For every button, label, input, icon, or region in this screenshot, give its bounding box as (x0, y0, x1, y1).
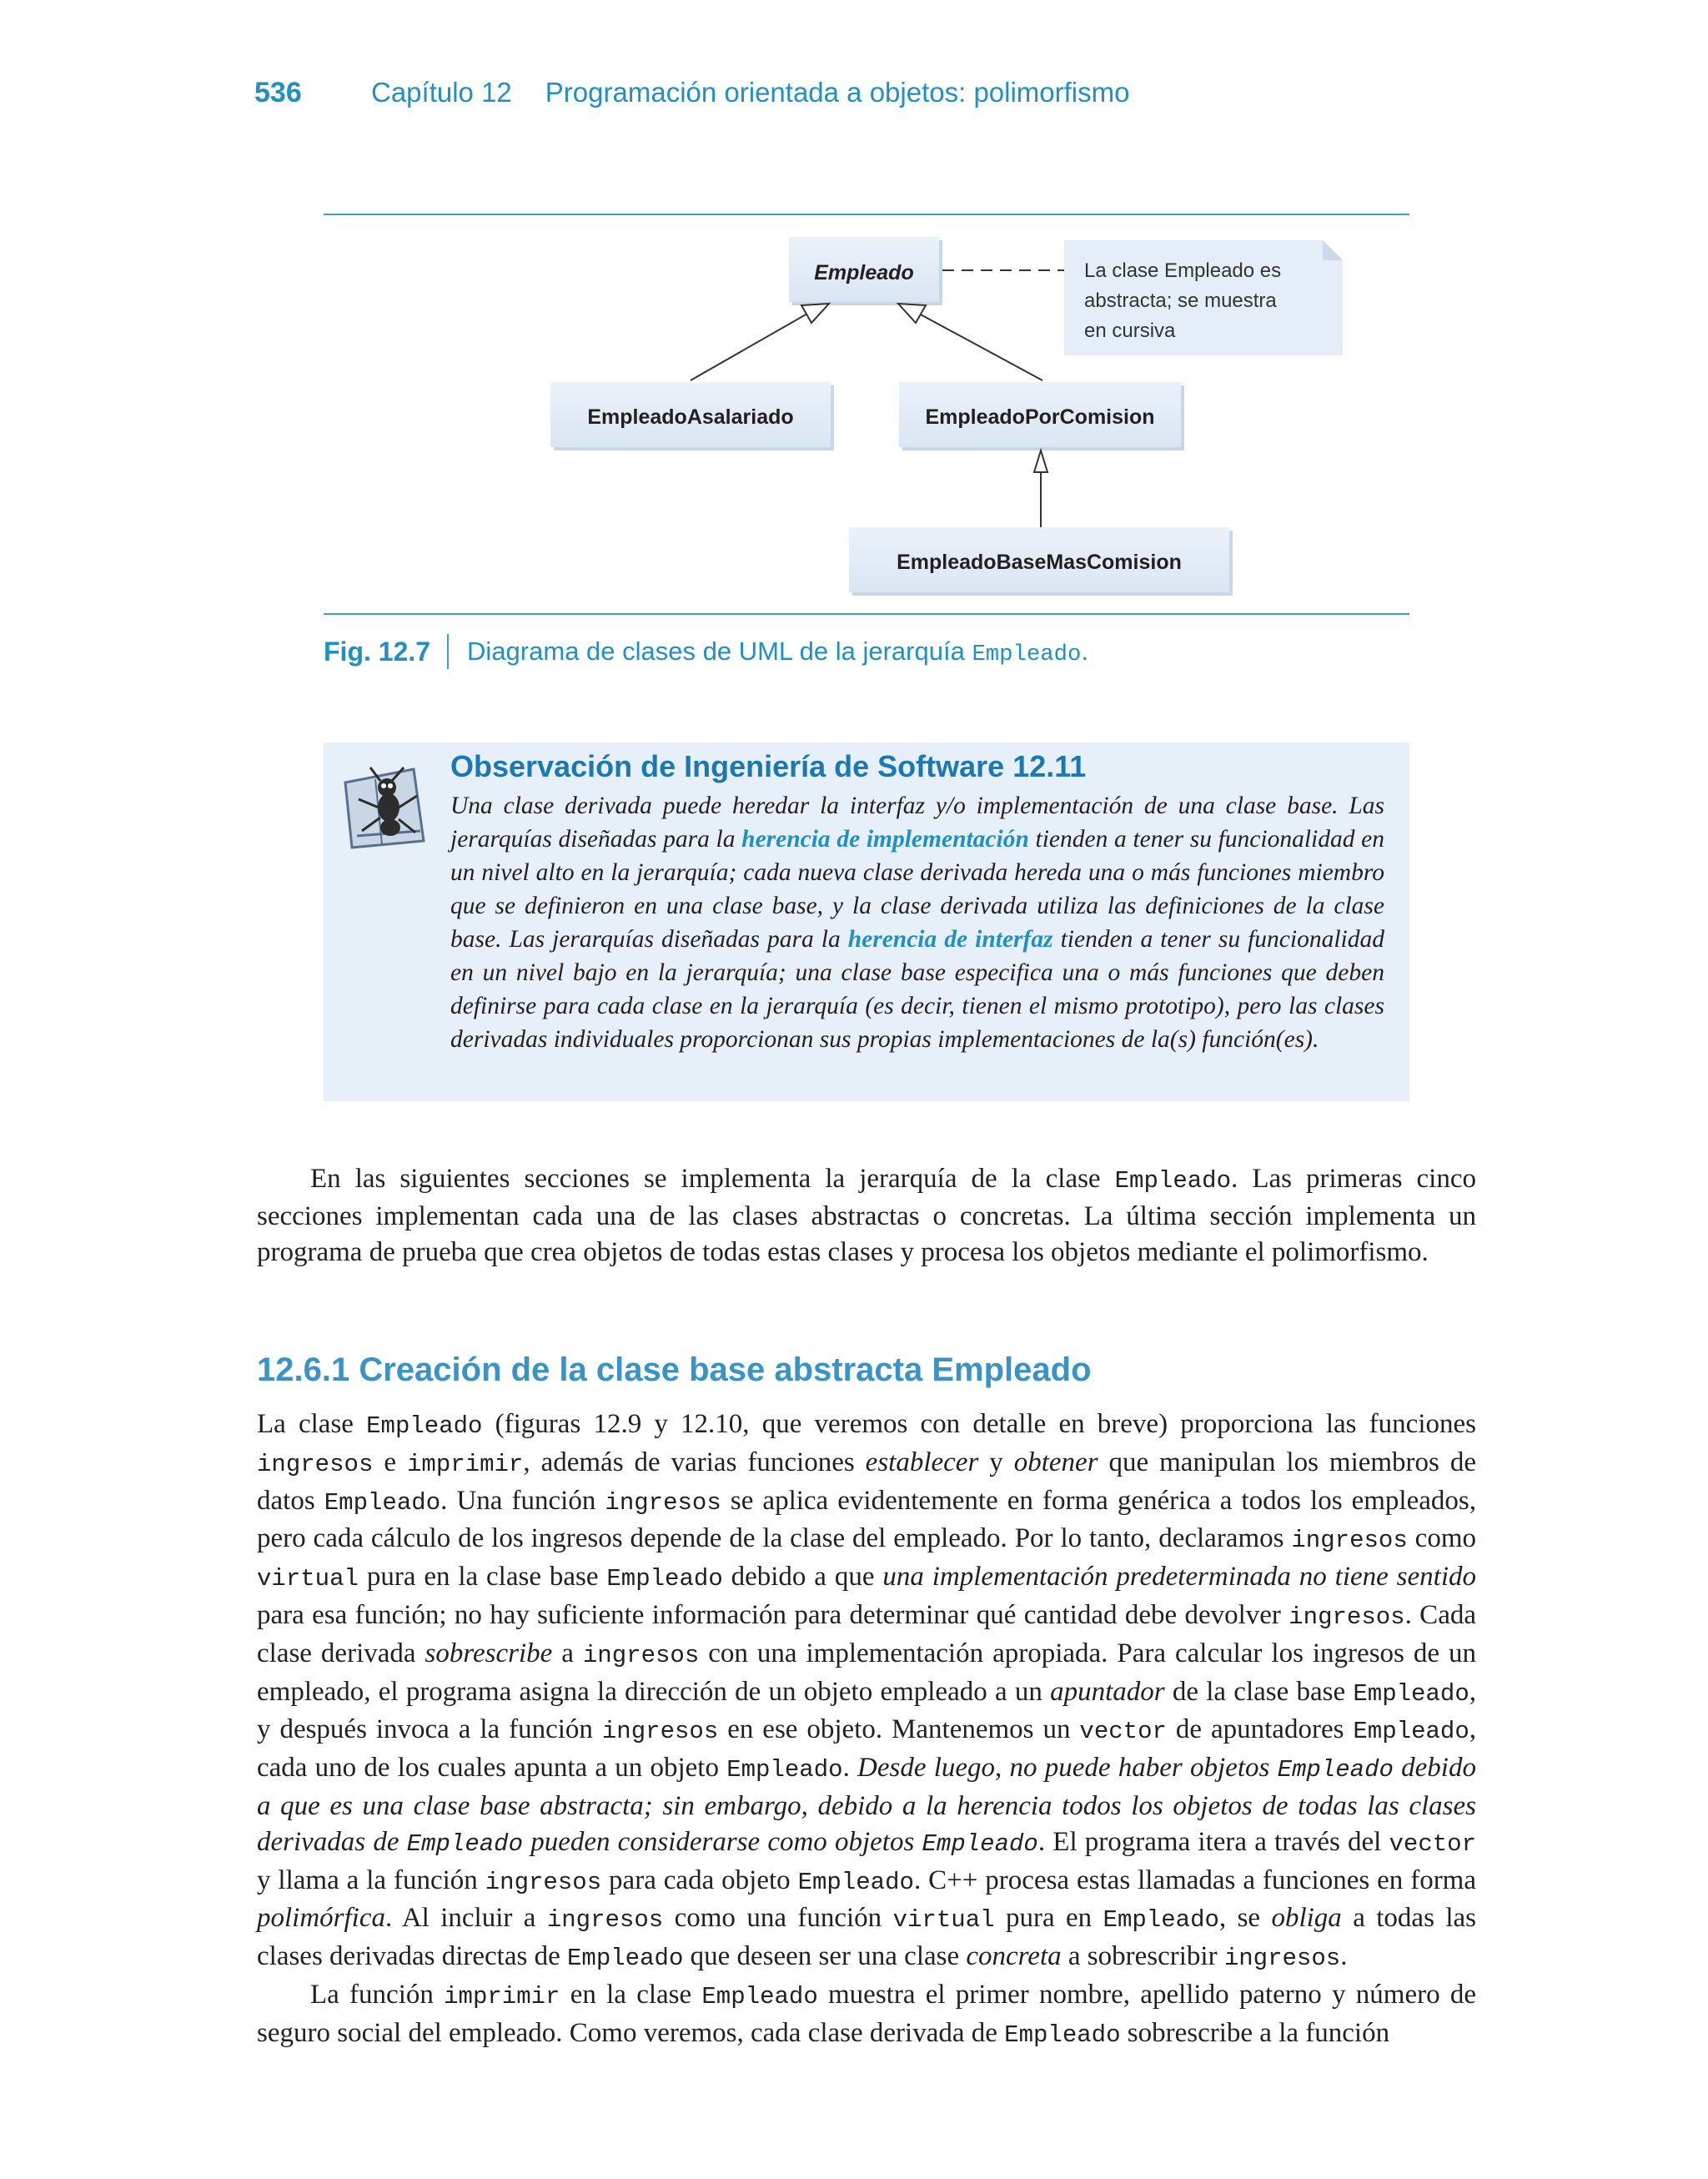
text: a todas las clases derivadas directas de (257, 1903, 1476, 1972)
code-empleado: Empleado (1353, 1679, 1469, 1708)
class-box-empleado-base-mas-comision (849, 527, 1233, 596)
text: y (978, 1447, 1014, 1477)
text: que deseen ser una clase (683, 1941, 967, 1972)
section-heading: 12.6.1 Creación de la clase base abstracta Empleado (257, 1351, 1092, 1388)
keyword-herencia-interfaz: herencia de interfaz (847, 926, 1053, 953)
text: e (373, 1447, 407, 1477)
observation-text-3: tienden a tener su funcionalidad en un nivel bajo en la jerarquía; una clase base especifica una o más funciones que deben definirse para cada clase en la jerarquía (es decir, tienen el mismo prototipo), pero las clases derivadas individuales proporcionan sus propias implementaciones de la(s) función(es). (450, 926, 1384, 1053)
italic-text: obliga (1271, 1903, 1342, 1934)
italic-text: sobrescribe (424, 1638, 553, 1668)
text: . Una función (440, 1485, 605, 1516)
section-paragraph-2 (257, 1977, 1476, 2054)
chapter-label: Capítulo 12 (371, 77, 512, 108)
caption-code: Empleado (972, 641, 1082, 667)
page-number: 536 (254, 77, 302, 108)
chapter-title: Programación orientada a objetos: polimorfismo (545, 77, 1130, 108)
code-vector: vector (1389, 1829, 1477, 1858)
italic-text: concreta (966, 1941, 1062, 1972)
code-empleado: Empleado (701, 1982, 818, 2010)
observation-text (450, 789, 1384, 1056)
code-ingresos: ingresos (601, 1718, 719, 1746)
note-line-2: abstracta; se muestra (1084, 289, 1277, 312)
text: de la clase base (1164, 1676, 1354, 1707)
text: . C++ procesa estas llamadas a funciones en forma (913, 1864, 1476, 1895)
code-empleado: Empleado (726, 1756, 843, 1784)
code-empleado: Empleado (797, 1868, 914, 1896)
figure-label: Fig. 12.7 (324, 636, 431, 667)
arrowhead-asalariado (801, 304, 829, 323)
text: como (1407, 1523, 1476, 1554)
text: . Al incluir a (385, 1903, 547, 1934)
code-ingresos: ingresos (605, 1488, 721, 1517)
italic-text: establecer (865, 1447, 979, 1477)
italic-text: Desde luego, no puede haber objetos (857, 1753, 1278, 1784)
text: se aplica evidentemente en forma genérica a todos los empleados, pero cada cálculo de los ingresos depende de la clase del empleado. Por lo tanto, declaramos (257, 1485, 1476, 1554)
code-empleado: Empleado (366, 1412, 483, 1440)
caption-separator (447, 634, 449, 669)
class-box-empleado-asalariado (550, 382, 834, 450)
figure-bottom-rule (324, 613, 1409, 615)
figure-top-rule (324, 214, 1409, 215)
observation-text-2: tienden a tener su funcionalidad en un nivel alto en la jerarquía; cada nueva clase derivada hereda una o más funciones miembro que se definieron en una clase base, y la clase derivada utiliza las definiciones de la clase base. Las jerarquías diseñadas para la (450, 826, 1384, 953)
code-ingresos: ingresos (582, 1641, 700, 1669)
ant-mascot-icon (340, 761, 430, 854)
arrowhead-comision (898, 304, 926, 323)
code-empleado: Empleado (567, 1945, 684, 1973)
running-header (254, 77, 1129, 118)
section-body (257, 1407, 1476, 2054)
text: La función (310, 1979, 445, 2010)
observation-title: Observación de Ingeniería de Software 12.11 (450, 749, 1087, 783)
figure-caption (324, 634, 1088, 669)
italic-text: una implementación predeterminada no tiene sentido (882, 1562, 1477, 1593)
observation-text-1: Una clase derivada puede heredar la interfaz y/o implementación de una clase base. Las jerarquías diseñadas para la (450, 793, 1384, 853)
code-empleado: Empleado (1277, 1756, 1394, 1784)
text: , cada uno de los cuales apunta a un objeto (257, 1714, 1477, 1784)
italic-text: debido a que es una clase base abstracta; sin embargo, debido a la herencia todos los objetos de todas las clases derivadas de (257, 1753, 1476, 1857)
class-name-empleado-por-comision: EmpleadoPorComision (925, 405, 1155, 429)
text: . El programa itera a través del (1037, 1826, 1389, 1857)
text: , y después invoca a la función (257, 1676, 1476, 1745)
caption-period: . (1081, 636, 1088, 666)
text: . (1340, 1941, 1348, 1972)
text: . (842, 1753, 858, 1784)
text: en ese objeto. Mantenemos un (718, 1714, 1080, 1745)
keyword-herencia-implementacion: herencia de implementación (741, 826, 1029, 853)
text: (figuras 12.9 y 12.10, que veremos con detalle en breve) proporciona las funciones (482, 1409, 1476, 1439)
text: que manipulan los miembros de datos (257, 1447, 1477, 1516)
code-empleado: Empleado (1004, 2020, 1121, 2049)
text: como una función (663, 1903, 893, 1934)
caption-body: Diagrama de clases de UML de la jerarquía (467, 636, 972, 666)
arrow-asalariado-empleado (691, 314, 807, 380)
uml-note (1064, 240, 1343, 355)
text: , se (1218, 1903, 1272, 1934)
code-empleado: Empleado (1114, 1167, 1232, 1195)
text: en la clase (560, 1979, 702, 2010)
text: debido a que (722, 1562, 883, 1593)
class-name-empleado-base-mas-comision: EmpleadoBaseMasComision (897, 551, 1182, 574)
text: para cada objeto (601, 1864, 798, 1895)
text: y llama a la función (257, 1864, 485, 1895)
code-empleado: Empleado (922, 1829, 1038, 1858)
text: La clase (257, 1409, 367, 1439)
code-virtual: virtual (257, 1565, 359, 1593)
text: pura en (994, 1903, 1103, 1934)
code-ingresos: ingresos (485, 1868, 602, 1896)
class-name-empleado-asalariado: EmpleadoAsalariado (587, 405, 794, 429)
text: a (552, 1638, 583, 1668)
note-line-1: La clase Empleado es (1084, 259, 1282, 282)
code-ingresos: ingresos (1291, 1527, 1408, 1555)
text: con una implementación apropiada. Para calcular los ingresos de un empleado, el programa asigna la dirección de un objeto empleado a un (257, 1638, 1476, 1707)
code-imprimir: imprimir (444, 1982, 560, 2010)
intro-text-2: . Las primeras cinco secciones implementan cada una de las clases abstractas o concretas. La última sección implementa un programa de prueba que crea objetos de todas estas clases y procesa los objetos mediante el polimorfismo. (257, 1164, 1477, 1267)
text: , además de varias funciones (523, 1447, 866, 1477)
uml-class-diagram (324, 225, 1409, 601)
code-ingresos: ingresos (546, 1906, 664, 1935)
intro-paragraph (257, 1161, 1476, 1271)
software-engineering-observation (324, 742, 1409, 1101)
italic-text: polimórfica (257, 1903, 385, 1934)
arrowhead-basemas (1034, 450, 1047, 472)
italic-text: apuntador (1050, 1676, 1165, 1707)
code-ingresos: ingresos (1289, 1603, 1405, 1631)
italic-text: pueden considerarse como objetos (523, 1826, 922, 1857)
code-empleado: Empleado (606, 1565, 723, 1593)
code-vector: vector (1079, 1718, 1167, 1746)
text: muestra el primer nombre, apellido paterno y número de seguro social del empleado. Como veremos, cada clase derivada de (257, 1979, 1476, 2048)
code-ingresos: ingresos (257, 1450, 374, 1478)
code-empleado: Empleado (1353, 1718, 1469, 1746)
caption-text (467, 637, 1088, 667)
text: . Cada clase derivada (257, 1599, 1476, 1668)
code-empleado: Empleado (1103, 1906, 1219, 1935)
italic-text: obtener (1013, 1447, 1098, 1477)
code-empleado: Empleado (324, 1488, 441, 1517)
text: pura en la clase base (358, 1562, 607, 1593)
note-line-3: en cursiva (1084, 320, 1176, 342)
text: sobrescribe a la función (1120, 2017, 1390, 2048)
section-paragraph-1 (257, 1407, 1476, 1977)
intro-text-1: En las siguientes secciones se implementa la jerarquía de la clase (310, 1164, 1115, 1194)
code-empleado: Empleado (406, 1829, 524, 1858)
code-imprimir: imprimir (406, 1450, 524, 1478)
code-virtual: virtual (892, 1906, 995, 1935)
text: a sobrescribir (1061, 1941, 1224, 1972)
class-box-empleado (789, 237, 942, 305)
arrow-comision-empleado (919, 314, 1042, 380)
class-box-empleado-por-comision (899, 382, 1184, 450)
code-ingresos: ingresos (1223, 1945, 1341, 1973)
class-name-empleado: Empleado (814, 261, 914, 284)
text: de apuntadores (1166, 1714, 1354, 1745)
text: para esa función; no hay suficiente información para determinar qué cantidad debe devolver (257, 1599, 1289, 1630)
